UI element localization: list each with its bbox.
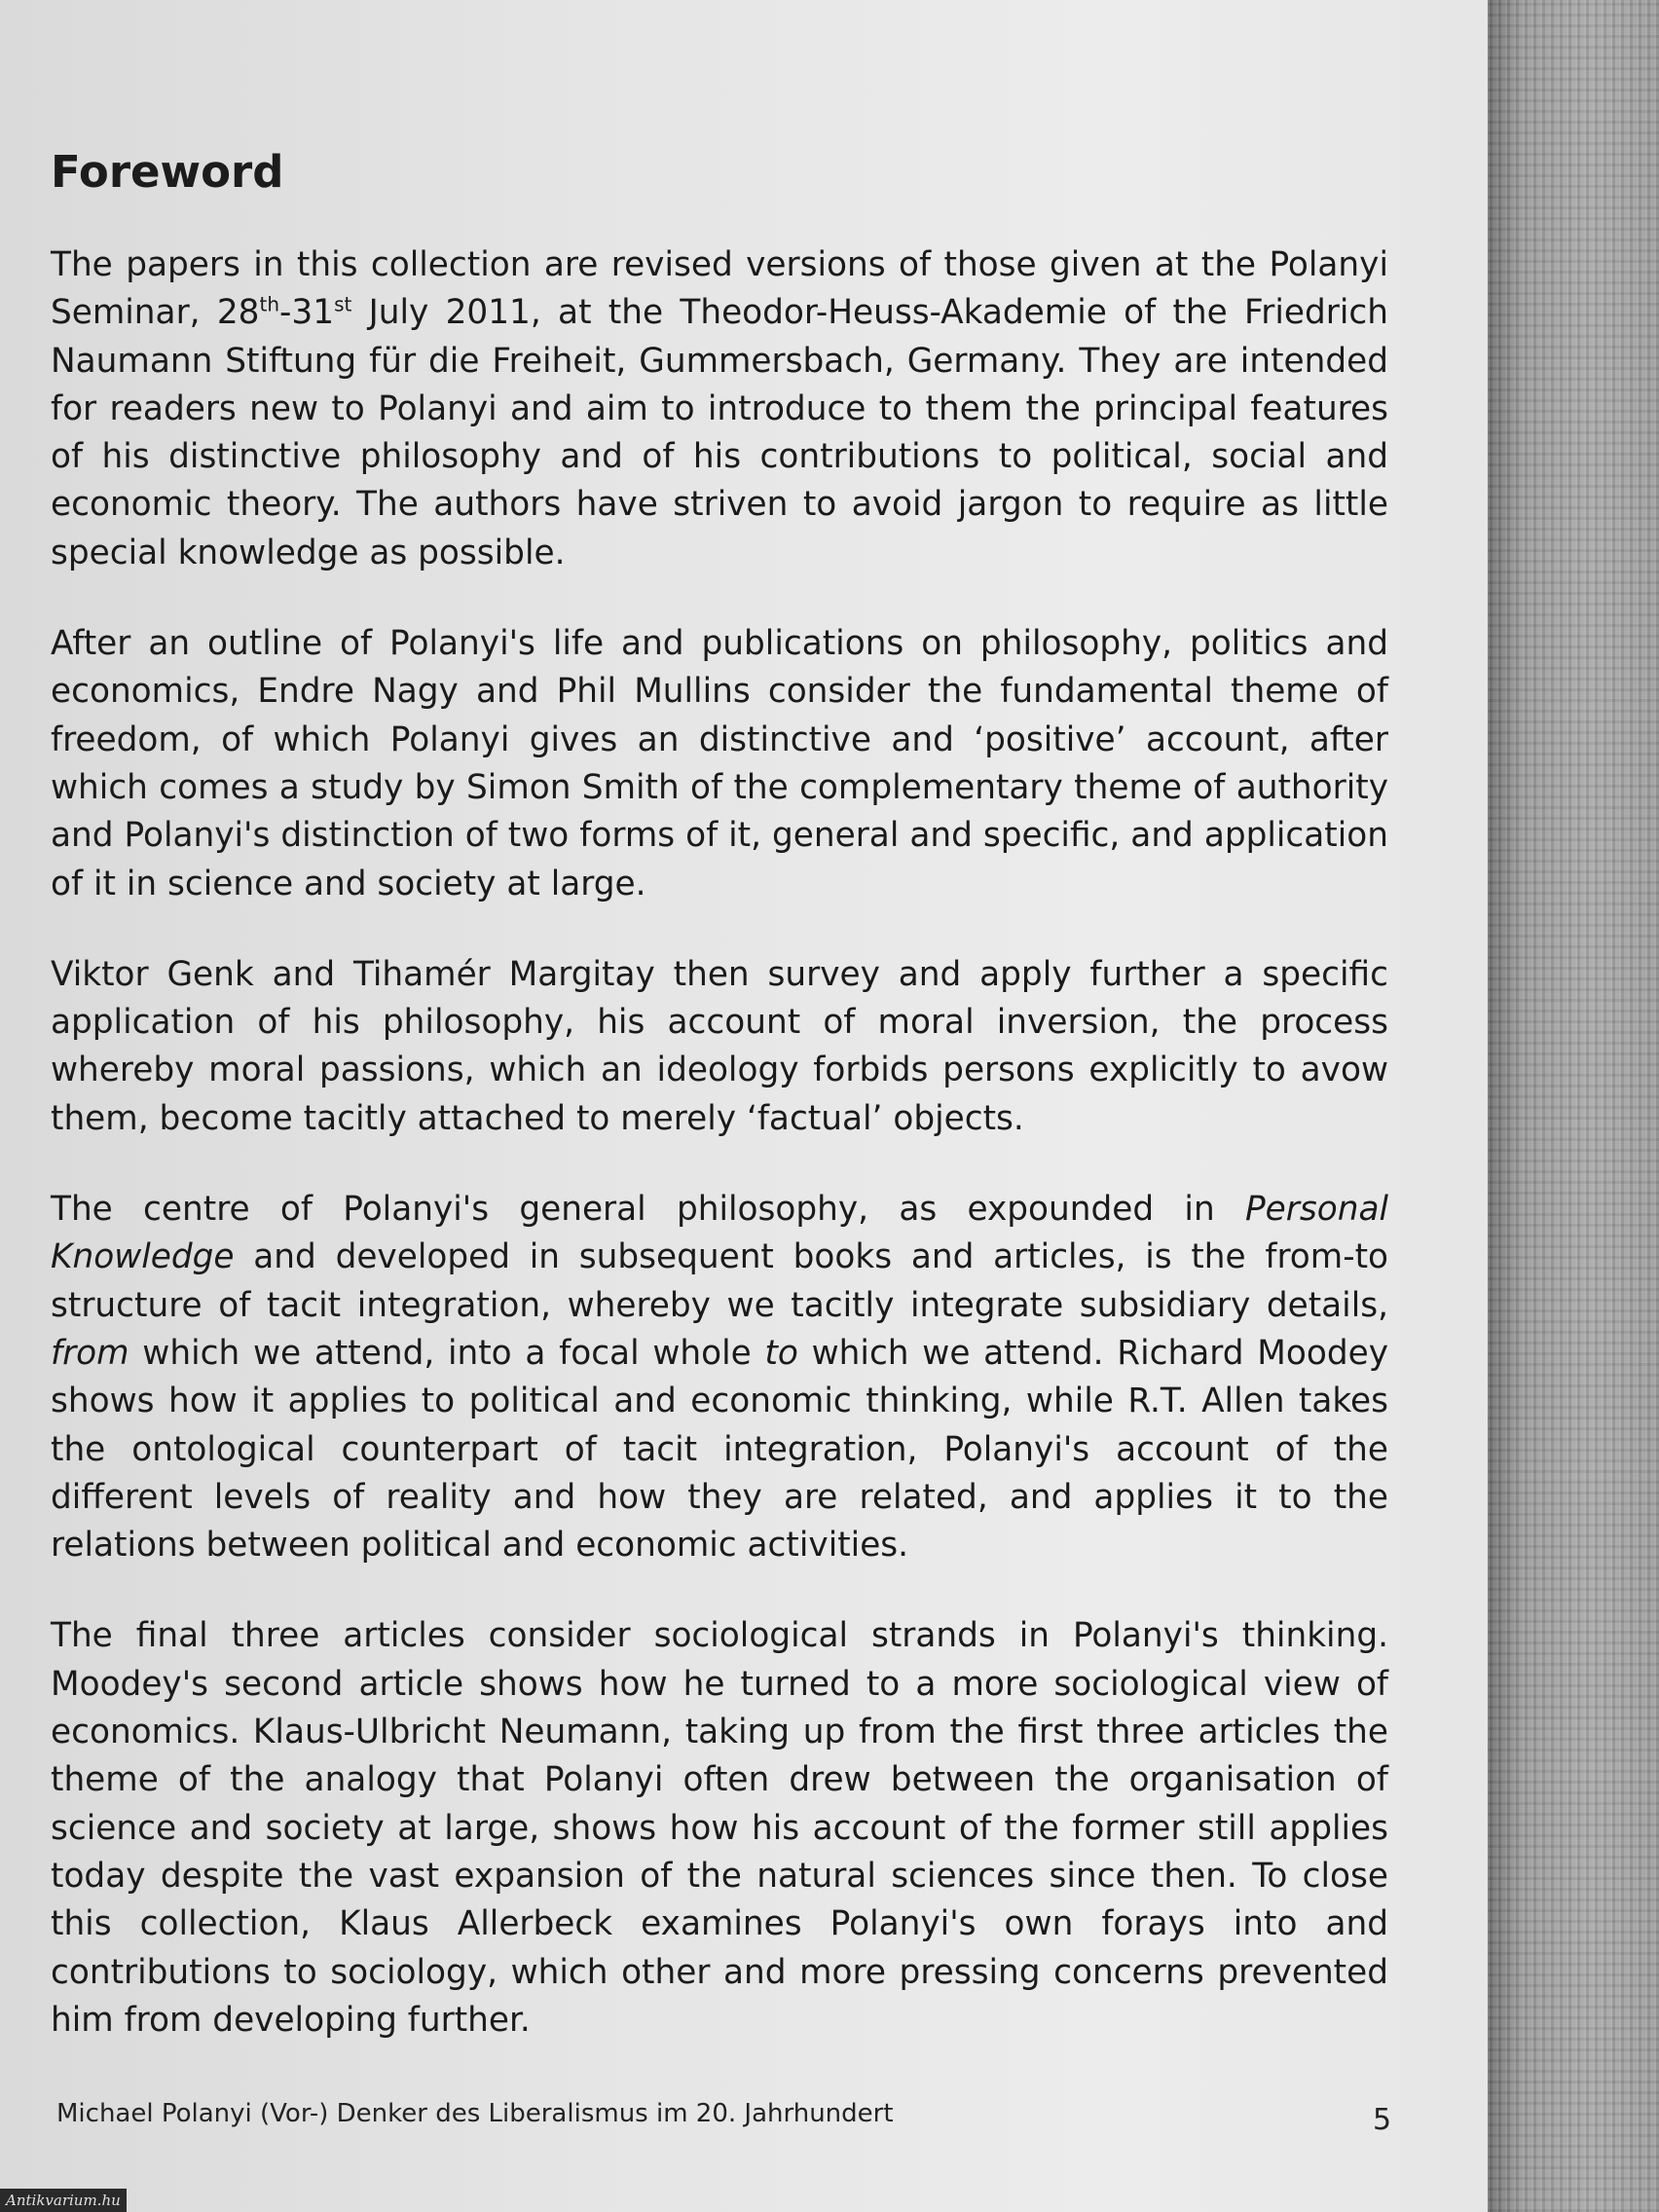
paragraph-4-text-a: The centre of Polanyi's general philosophy, as expounded in [51,1190,1245,1230]
paragraph-1-text-b: -31 [279,293,335,333]
page-title: Foreword [51,146,284,198]
ordinal-suffix-th: th [259,292,280,316]
watermark: Antikvarium.hu [0,2189,127,2212]
running-footer-title: Michael Polanyi (Vor-) Denker des Liberalismus im 20. Jahrhundert [56,2099,894,2128]
italic-to: to [764,1333,798,1373]
paragraph-4 [51,1186,1388,1569]
paragraph-1-text-a: The papers in this collection are revised versions of those given at the Polanyi Seminar, 28 [51,245,1388,333]
italic-from: from [51,1333,129,1373]
paragraph-3: Viktor Genk and Tihamér Margitay then survey and apply further a specific application of his philosophy, his account of moral inversion, the process whereby moral passions, which an ideology forbids persons explicitly to avow them, become tacitly attached to merely ‘factual’ objects. [51,954,1388,1138]
paragraph-5: The final three articles consider sociological strands in Polanyi's thinking. Moodey's second article shows how he turned to a more sociological view of economics. Klaus-Ulbricht Neumann, taking up from the first three articles the theme of the analogy that Polanyi often drew between the organisation of science and society at large, shows how his account of the former still applies today despite the vast expansion of the natural sciences since then. To close this collection, Klaus Allerbeck examines Polanyi's own forays into and contributions to sociology, which other and more pressing concerns prevented him from developing further. [51,1616,1388,2040]
book-title-italic: Personal Knowledge [51,1190,1388,1277]
ordinal-suffix-st: st [334,292,352,316]
paragraph-2: After an outline of Polanyi's life and publications on philosophy, politics and economics, Endre Nagy and Phil Mullins consider the fundamental theme of freedom, of which Polanyi gives an distinctive and ‘positive’ account, after which comes a study by Simon Smith of the complementary theme of authority and Polanyi's distinction of two forms of it, general and specific, and application of it in science and society at large. [51,624,1388,903]
book-spine-edge [1488,0,1659,2212]
paragraph-4-text-b: and developed in subsequent books and articles, is the from-to structure of tacit integration, whereby we tacitly integrate subsidiary details, [51,1237,1388,1325]
paragraph-1-text-c: July 2011, at the Theodor-Heuss-Akademie of the Friedrich Naumann Stiftung für die Freiheit, Gummersbach, Germany. They are intended for readers new to Polanyi and aim to introduce to them the principal features of his distinctive philosophy and of his contributions to political, social and economic theory. The authors have striven to avoid jargon to require as little special knowledge as possible. [51,293,1388,572]
paragraph-4-text-c: which we attend, into a focal whole [129,1333,765,1373]
foreword-body [51,241,1388,2087]
page-number: 5 [1373,2103,1392,2137]
paragraph-1 [51,241,1388,577]
paragraph-4-text-d: which we attend. Richard Moodey shows how it applies to political and economic thinking, while R.T. Allen takes the ontological counterpart of tacit integration, Polanyi's account of the different levels of reality and how they are related, and applies it to the relations between political and economic activities. [51,1333,1388,1566]
